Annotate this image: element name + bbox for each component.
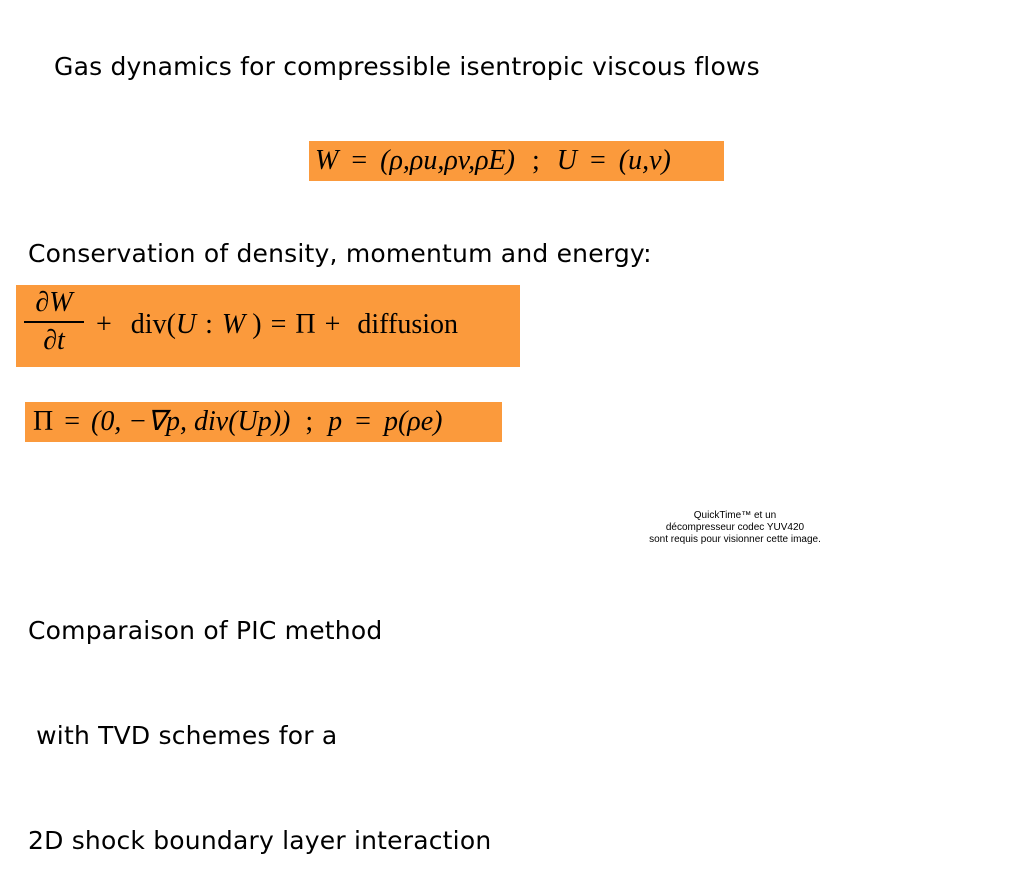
eq-div: div <box>130 309 167 340</box>
eq-U: U <box>556 145 577 176</box>
eq-p: p <box>328 406 343 437</box>
eq-pi-vector: (0, −∇p, div(Up)) <box>91 406 291 437</box>
eq-equals-3: = <box>270 309 287 340</box>
conservation-rhs <box>96 307 458 343</box>
pi-definition-equation <box>25 402 502 442</box>
fraction-bar <box>24 321 84 323</box>
time-derivative-fraction <box>24 287 84 357</box>
eq-plus-1: + <box>96 309 112 340</box>
eq-separator: ; <box>531 145 540 176</box>
eq-diffusion: diffusion <box>357 309 459 340</box>
eq-equals-5: = <box>355 406 371 437</box>
eq-separator-2: ; <box>305 406 314 437</box>
fraction-denominator: ∂t <box>43 324 65 356</box>
eq-equals-1: = <box>351 145 368 176</box>
eq-open-paren: ( <box>166 309 176 340</box>
comparison-line-1: Comparaison of PIC method <box>28 616 383 645</box>
quicktime-line-2: décompresseur codec YUV420 <box>665 522 805 533</box>
eq-W-2: W <box>221 309 246 340</box>
conservation-equation <box>16 285 520 367</box>
conservation-heading: Conservation of density, momentum and energy: <box>28 239 652 268</box>
quicktime-line-1: QuickTime™ et un <box>693 510 777 521</box>
comparison-text <box>28 543 491 893</box>
eq-tuple-1: (ρ,ρu,ρv,ρE) <box>380 145 515 176</box>
state-vector-equation <box>309 141 724 181</box>
quicktime-line-3: sont requis pour visionner cette image. <box>649 534 821 545</box>
slide-title: Gas dynamics for compressible isentropic viscous flows <box>54 52 760 81</box>
eq-tuple-2: (u,v) <box>618 145 671 176</box>
eq-Pi: Π <box>295 309 316 340</box>
quicktime-placeholder <box>620 510 850 546</box>
eq-equals-2: = <box>590 145 606 176</box>
comparison-line-2: with TVD schemes for a <box>28 721 338 750</box>
eq-pressure-function: p(ρe) <box>383 406 443 437</box>
eq-close-paren: ) <box>252 309 262 340</box>
eq-plus-2: + <box>324 309 341 340</box>
eq-colon: : <box>205 309 213 340</box>
eq-Pi-lhs: Π <box>33 406 54 437</box>
comparison-line-3: 2D shock boundary layer interaction <box>28 826 492 855</box>
eq-W: W <box>315 145 339 176</box>
fraction-numerator: ∂W <box>35 287 73 318</box>
eq-U-2: U <box>175 309 197 340</box>
eq-equals-4: = <box>64 406 81 437</box>
